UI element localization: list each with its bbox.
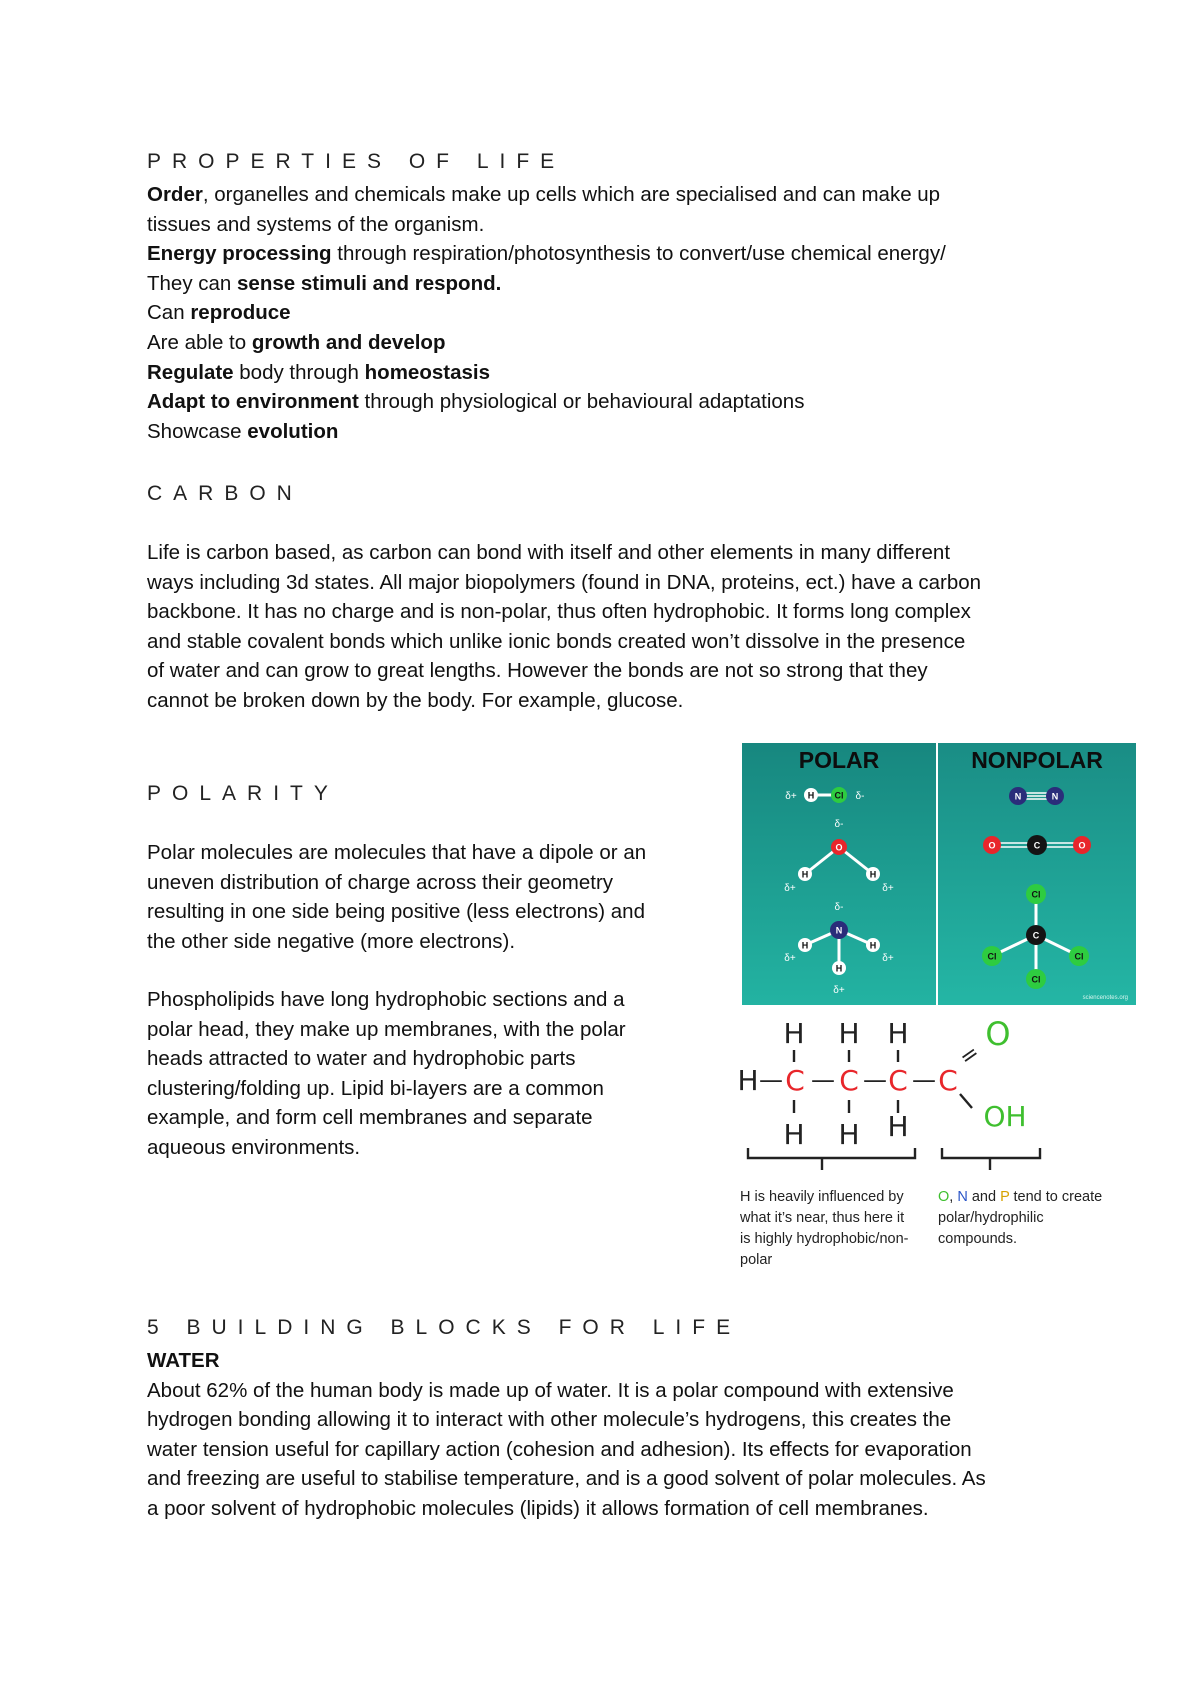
- svg-text:δ+: δ+: [785, 791, 797, 802]
- water-line: and freezing are useful to stabilise temperature, and is a good solvent of polar molecules. As: [147, 1467, 986, 1491]
- svg-text:O: O: [988, 840, 996, 851]
- bond: —: [811, 1066, 835, 1094]
- polarity-heading: POLARITY: [147, 782, 339, 805]
- atom-h: H: [887, 1017, 909, 1050]
- bond: —: [912, 1066, 936, 1094]
- svg-text:C: C: [1033, 840, 1041, 851]
- polarity-line: polar head, they make up membranes, with the polar: [147, 1017, 626, 1041]
- building-blocks-heading: 5 BUILDING BLOCKS FOR LIFE: [147, 1316, 742, 1339]
- atom-c: C: [938, 1064, 958, 1097]
- left-brace: [748, 1148, 915, 1158]
- polarity-line: aqueous environments.: [147, 1135, 361, 1159]
- svg-text:H: H: [801, 940, 809, 951]
- svg-text:Cl: Cl: [1074, 951, 1084, 962]
- polar-title: POLAR: [798, 747, 880, 773]
- polarity-paragraph-1: [147, 838, 646, 956]
- svg-text:δ-: δ-: [855, 791, 865, 802]
- atom-c: C: [785, 1064, 805, 1097]
- nonpolar-title: NONPOLAR: [971, 747, 1103, 773]
- svg-text:δ-: δ-: [834, 902, 844, 913]
- atom-c: C: [888, 1064, 908, 1097]
- svg-text:Cl: Cl: [1031, 974, 1041, 985]
- carbon-line: of water and can grow to great lengths. However the bonds are not so strong that they: [147, 659, 928, 683]
- bond: —: [863, 1066, 887, 1094]
- properties-line: Energy processing through respiration/photosynthesis to convert/use chemical energy/: [147, 242, 946, 266]
- polarity-line: the other side negative (more electrons).: [147, 929, 516, 953]
- svg-text:N: N: [835, 925, 843, 936]
- svg-text:O: O: [835, 842, 843, 853]
- atom-h: H: [783, 1118, 805, 1151]
- svg-text:δ+: δ+: [784, 883, 796, 894]
- carbon-line: Life is carbon based, as carbon can bond with itself and other elements in many different: [147, 541, 951, 564]
- group-oh: OH: [983, 1100, 1027, 1133]
- polarity-line: heads attracted to water and hydrophobic parts: [147, 1047, 576, 1071]
- carbon-line: cannot be broken down by the body. For example, glucose.: [147, 688, 684, 712]
- water-line: a poor solvent of hydrophobic molecules (lipids) it allows formation of cell membranes.: [147, 1496, 929, 1520]
- svg-text:H: H: [801, 869, 809, 880]
- hydrophobic-note: [739, 1189, 909, 1268]
- svg-text:H: H: [835, 963, 843, 974]
- polarity-line: Phospholipids have long hydrophobic sections and a: [147, 988, 625, 1011]
- svg-text:δ+: δ+: [882, 883, 894, 894]
- svg-text:Cl: Cl: [1031, 889, 1041, 900]
- bond: —: [759, 1066, 783, 1094]
- svg-text:H: H: [869, 940, 877, 951]
- carbon-line: ways including 3d states. All major biopolymers (found in DNA, proteins, ect.) have a carbon: [147, 570, 982, 594]
- properties-line: Adapt to environment through physiological or behavioural adaptations: [147, 390, 805, 414]
- properties-list: [147, 180, 946, 446]
- svg-text:H is heavily influenced by: H is heavily influenced by: [740, 1189, 904, 1205]
- svg-text:N: N: [1014, 791, 1022, 802]
- polarity-line: uneven distribution of charge across their geometry: [147, 870, 614, 894]
- svg-text:polar: polar: [740, 1252, 773, 1268]
- svg-text:N: N: [1051, 791, 1059, 802]
- right-brace: [942, 1148, 1040, 1158]
- polarity-line: Polar molecules are molecules that have a dipole or an: [147, 841, 647, 864]
- water-line: hydrogen bonding allowing it to interact with other molecule’s hydrogens, this creates the: [147, 1408, 952, 1432]
- atom-h: H: [737, 1064, 759, 1097]
- water-line: water tension useful for capillary action (cohesion and adhesion). Its effects for evaporation: [147, 1437, 972, 1461]
- properties-line: tissues and systems of the organism.: [147, 212, 485, 236]
- bond: [960, 1094, 972, 1108]
- polar-nonpolar-figure: [742, 743, 1136, 1005]
- polarity-paragraph-2: [147, 985, 626, 1163]
- properties-heading: PROPERTIES OF LIFE: [147, 150, 566, 173]
- svg-text:compounds.: compounds.: [938, 1231, 1017, 1247]
- properties-line: Regulate body through homeostasis: [147, 360, 490, 384]
- fatty-acid-diagram: [737, 1012, 1140, 1282]
- svg-text:polar/hydrophilic: polar/hydrophilic: [938, 1210, 1044, 1226]
- svg-text:C: C: [1032, 930, 1040, 941]
- svg-text:O: O: [1078, 840, 1086, 851]
- svg-text:δ+: δ+: [882, 953, 894, 964]
- carbon-paragraph: [147, 538, 981, 716]
- svg-text:H: H: [807, 790, 815, 801]
- carbon-line: and stable covalent bonds which unlike ionic bonds created won’t dissolve in the presence: [147, 629, 966, 653]
- svg-text:Cl: Cl: [834, 790, 844, 801]
- water-section: [147, 1346, 986, 1524]
- polarity-line: example, and form cell membranes and separate: [147, 1106, 593, 1130]
- polarity-line: clustering/folding up. Lipid bi-layers are a common: [147, 1076, 604, 1100]
- atom-h: H: [783, 1017, 805, 1050]
- svg-text:δ-: δ-: [834, 819, 844, 830]
- svg-text:Cl: Cl: [987, 951, 997, 962]
- properties-line: They can sense stimuli and respond.: [147, 271, 502, 295]
- atom-h: H: [887, 1110, 909, 1143]
- atom-h: H: [838, 1017, 860, 1050]
- polarity-line: resulting in one side being positive (less electrons) and: [147, 900, 645, 924]
- properties-line: Showcase evolution: [147, 419, 339, 443]
- figure-credit: sciencenotes.org: [1082, 995, 1128, 1001]
- water-line: About 62% of the human body is made up of water. It is a polar compound with extensive: [147, 1378, 954, 1402]
- properties-line: Can reproduce: [147, 301, 291, 325]
- atom-c: C: [839, 1064, 859, 1097]
- atom-o: O: [985, 1015, 1011, 1053]
- svg-text:what it’s near, thus here it: what it’s near, thus here it: [740, 1210, 905, 1226]
- svg-text:O, N and P tend to create: O, N and P tend to create: [938, 1189, 1103, 1205]
- svg-text:is highly hydrophobic/non-: is highly hydrophobic/non-: [740, 1231, 909, 1247]
- hydrophilic-note: [938, 1189, 1102, 1247]
- svg-text:δ+: δ+: [833, 985, 845, 996]
- carbon-heading: CARBON: [147, 482, 303, 505]
- svg-text:δ+: δ+: [784, 953, 796, 964]
- atom-h: H: [838, 1118, 860, 1151]
- carbon-line: backbone. It has no charge and is non-polar, thus often hydrophobic. It forms long complex: [147, 600, 971, 624]
- properties-line: Order, organelles and chemicals make up cells which are specialised and can make up: [147, 183, 941, 206]
- properties-line: Are able to growth and develop: [147, 330, 446, 354]
- water-subheading: WATER: [147, 1349, 220, 1372]
- double-bond: =: [954, 1040, 985, 1072]
- svg-text:H: H: [869, 869, 877, 880]
